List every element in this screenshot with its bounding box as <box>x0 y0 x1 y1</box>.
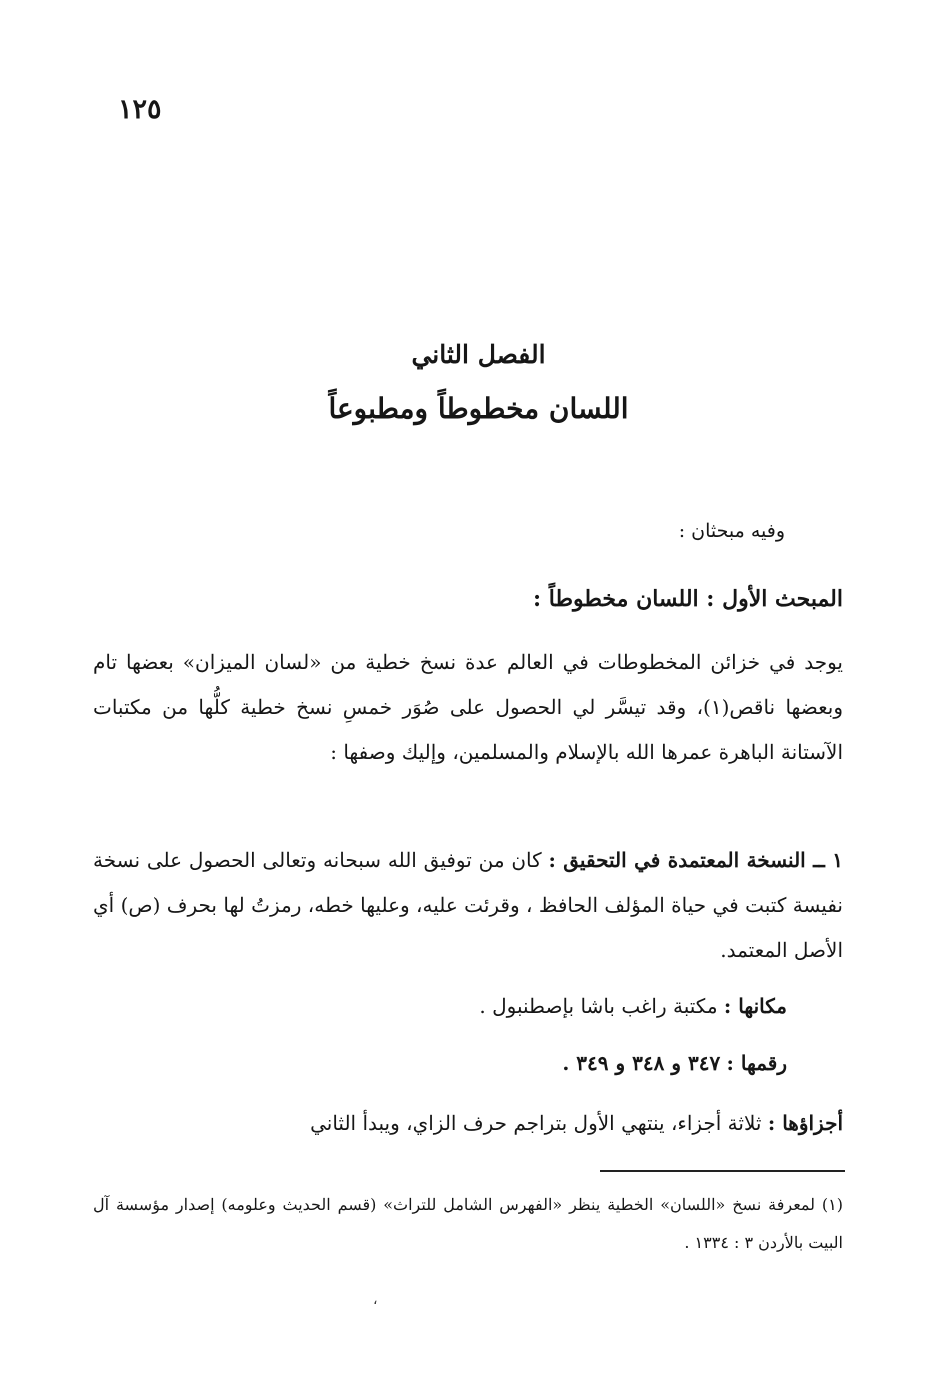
footnote-divider <box>600 1170 845 1172</box>
paragraph-text: كان من توفيق الله سبحانه وتعالى الحصول على نسخة نفيسة كتبت في حياة المؤلف الحافظ ، وقرئت عليه، وعليها خطه، رمزتُ لها بحرف (ص) أي الأصل المعتمد. <box>93 848 843 962</box>
section-heading: المبحث الأول : اللسان مخطوطاً : <box>533 586 843 612</box>
paragraph-lead: ١ ــ النسخة المعتمدة في التحقيق : <box>548 848 844 872</box>
intro-line: وفيه مبحثان : <box>678 520 785 542</box>
item-parts <box>149 1111 843 1135</box>
item-value: مكتبة راغب باشا بإصطنبول . <box>479 994 718 1018</box>
item-location <box>479 994 787 1018</box>
item-number <box>562 1051 787 1075</box>
paragraph-primary-copy <box>93 838 843 973</box>
paragraph-manuscripts: يوجد في خزائن المخطوطات في العالم عدة نسخ خطية من «لسان الميزان» بعضها تام وبعضها ناقص(١)، وقد تيسَّر لي الحصول على صُوَر خمسِ نسخ خطية كلُّها من مكتبات الآستانة الباهرة عمرها الله بالإسلام والمسلمين، وإليك وصفها : <box>93 650 843 764</box>
item-label: رقمها : <box>726 1051 787 1075</box>
chapter-label: الفصل الثاني <box>411 340 546 369</box>
item-value: ٣٤٧ و ٣٤٨ و ٣٤٩ . <box>562 1051 721 1075</box>
item-label: أجزاؤها : <box>767 1111 843 1135</box>
footnote: (١) لمعرفة نسخ «اللسان» الخطية ينظر «الفهرس الشامل للتراث» (قسم الحديث وعلومه) إصدار مؤسسة آل البيت بالأردن ٣ : ١٣٣٤ . <box>93 1195 843 1252</box>
page-number: ١٢٥ <box>118 94 162 125</box>
item-label: مكانها : <box>723 994 787 1018</box>
chapter-title: اللسان مخطوطاً ومطبوعاً <box>328 392 629 425</box>
stray-mark: ، <box>373 1292 378 1308</box>
item-value: ثلاثة أجزاء، ينتهي الأول بتراجم حرف الزاي، ويبدأ الثاني <box>310 1111 762 1135</box>
